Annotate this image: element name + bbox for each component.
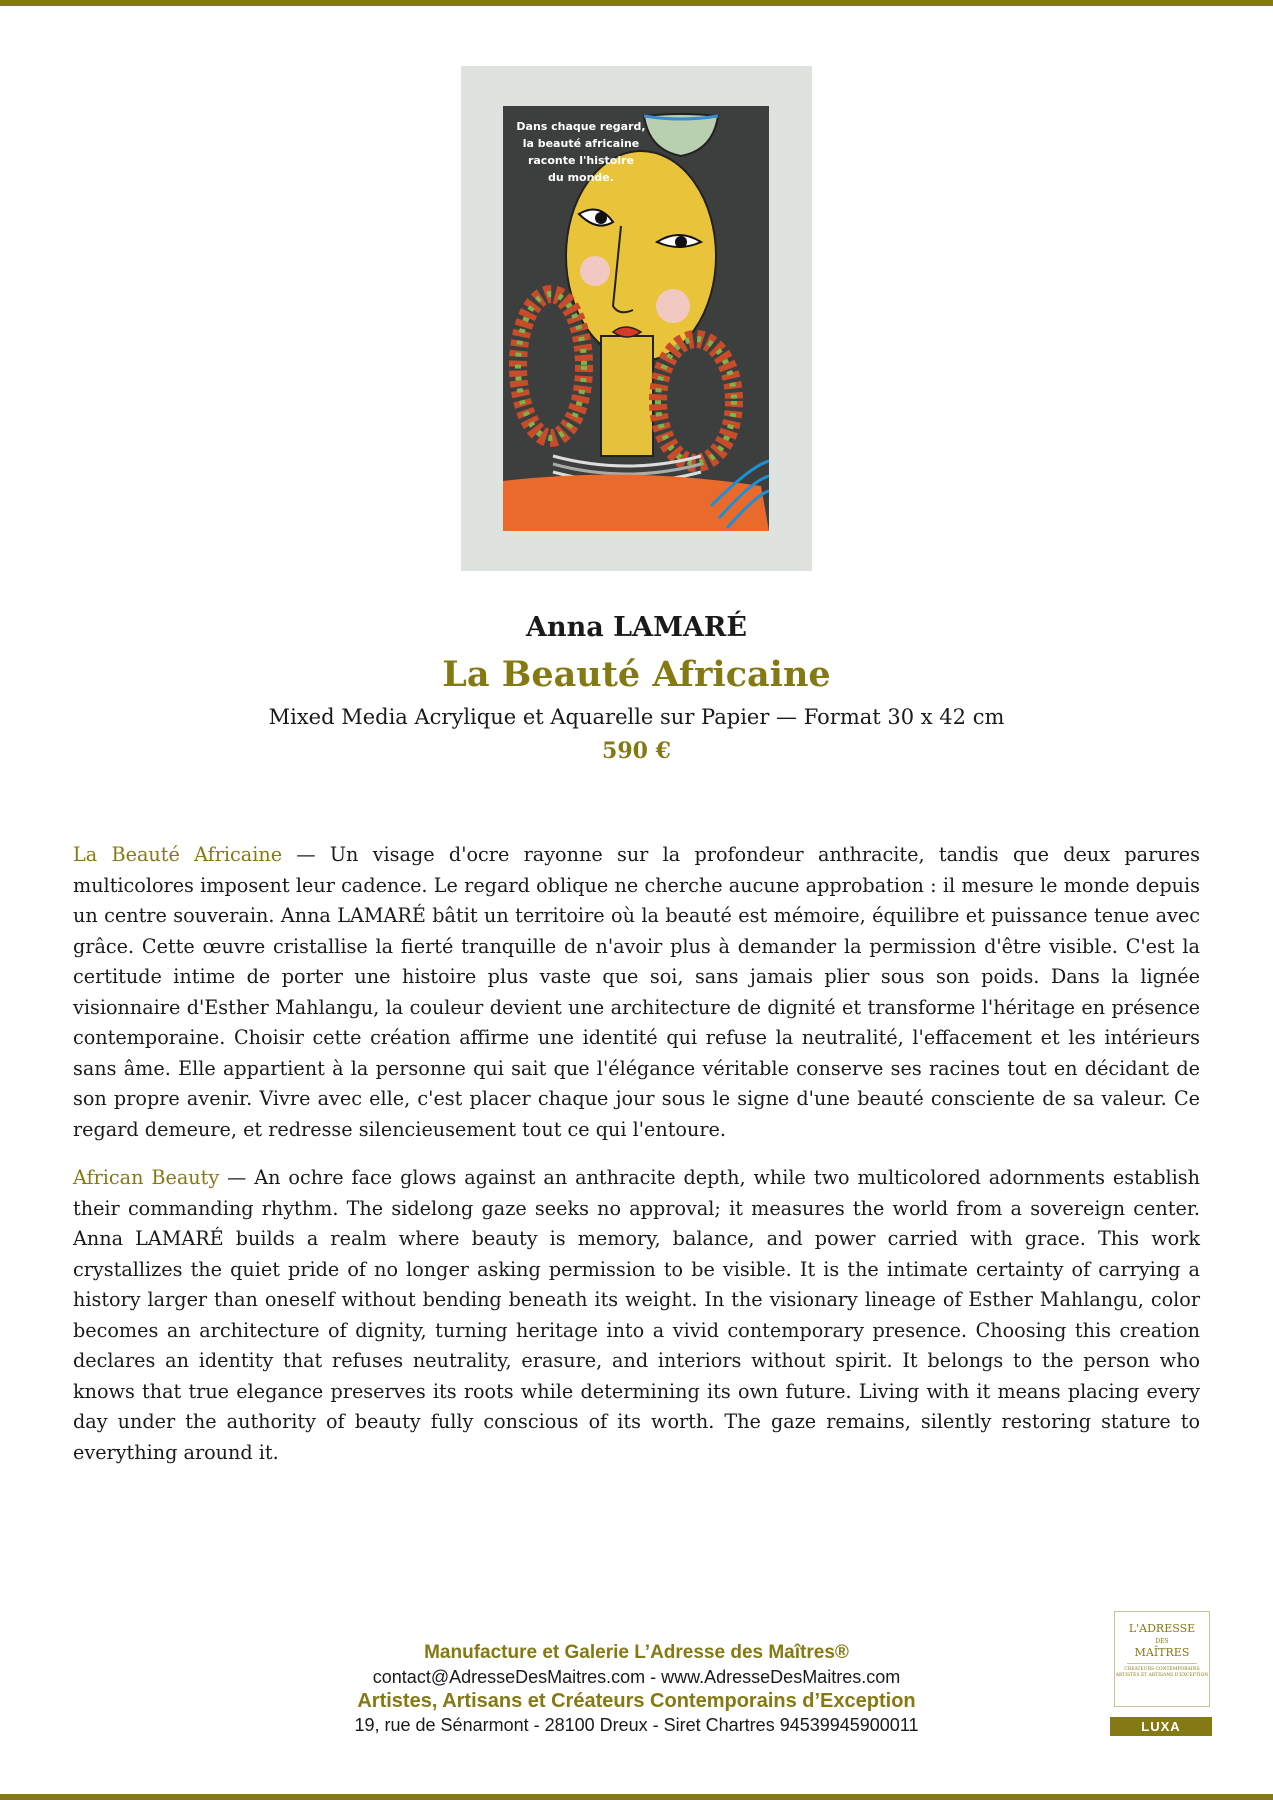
artwork-image	[461, 66, 812, 571]
description-english-text: — An ochre face glows against an anthracite depth, while two multicolored adornments establish their commanding rhythm. The sidelong gaze seeks no approval; it measures the world from a sovereign center. Anna LAMARÉ builds a realm where beauty is memory, balance, and power carried with grace. This work crystallizes the quiet pride of no longer asking permission to be visible. It is the intimate certainty of carrying a history larger than oneself without bending beneath its weight. In the visionary lineage of Esther Mahlangu, color becomes an architecture of dignity, turning heritage into a vivid contemporary presence. Choosing this creation declares an identity that refuses neutrality, erasure, and interiors without spirit. It belongs to the person who knows that true elegance preserves its roots while determining its own future. Living with it means placing every day under the authority of beauty fully conscious of its worth. The gaze remains, silently restoring stature to everything around it.	[73, 1166, 1201, 1464]
bottom-rule	[0, 1794, 1273, 1800]
footer-gallery-name: Manufacture et Galerie L’Adresse des Maîtres®	[424, 1642, 849, 1663]
artwork-caption-line: du monde.	[548, 171, 614, 184]
artwork-caption-line: la beauté africaine	[522, 137, 640, 150]
footer	[200, 1641, 1073, 1737]
artwork-caption	[516, 118, 646, 186]
description-english	[73, 1163, 1200, 1468]
artwork-medium: Mixed Media Acrylique et Aquarelle sur Papier — Format 30 x 42 cm	[268, 705, 1005, 729]
logo-line-2: DES	[1155, 1638, 1169, 1645]
artwork-caption-line: Dans chaque regard,	[516, 120, 646, 133]
artist-name: Anna LAMARÉ	[526, 612, 747, 643]
logo-line-3: MAÎTRES	[1134, 1646, 1190, 1659]
gallery-logo	[1114, 1611, 1210, 1707]
footer-tagline: Artistes, Artisans et Créateurs Contemporains d’Exception	[357, 1690, 916, 1712]
logo-line-1: L'ADRESSE	[1128, 1622, 1196, 1635]
footer-contact: contact@AdresseDesMaitres.com - www.AdresseDesMaitres.com	[372, 1667, 901, 1687]
description-french-text: — Un visage d'ocre rayonne sur la profondeur anthracite, tandis que deux parures multicolores imposent leur cadence. Le regard oblique ne cherche aucune approbation : il mesure le monde depuis un centre souverain. Anna LAMARÉ bâtit un territoire où la beauté est mémoire, équilibre et puissance tenue avec grâce. Cette œuvre cristallise la fierté tranquille de n'avoir plus à demander la permission d'être visible. C'est la certitude intime de porter une histoire plus vaste que soi, sans jamais plier sous son poids. Dans la lignée visionnaire d'Esther Mahlangu, la couleur devient une architecture de dignité et transforme l'héritage en présence contemporaine. Choisir cette création affirme une identité qui refuse la neutralité, l'effacement et les intérieurs sans âme. Elle appartient à la personne qui sait que l'élégance véritable conserve ses racines tout en décidant de son propre avenir. Vivre avec elle, c'est placer chaque jour sous le signe d'une beauté consciente de sa valeur. Ce regard demeure, et redresse silencieusement tout ce qui l'entoure.	[73, 843, 1200, 1141]
description-french	[73, 840, 1200, 1145]
logo-divider	[1127, 1663, 1197, 1664]
artwork-caption-line: raconte l'histoire	[527, 154, 635, 167]
description-english-lead: African Beauty	[73, 1166, 220, 1189]
footer-address: 19, rue de Sénarmont - 28100 Dreux - Siret Chartres 94539945900011	[354, 1715, 919, 1735]
logo-tagline: CRÉATEURS CONTEMPORAINS ARTISTES ET ARTISANS D'EXCEPTION	[1115, 1667, 1209, 1678]
luxa-badge: LUXA	[1110, 1717, 1212, 1736]
artwork-price: 590 €	[602, 738, 671, 764]
artwork-title: La Beauté Africaine	[442, 654, 831, 695]
top-rule	[0, 0, 1273, 6]
description-french-lead: La Beauté Africaine	[73, 843, 283, 866]
